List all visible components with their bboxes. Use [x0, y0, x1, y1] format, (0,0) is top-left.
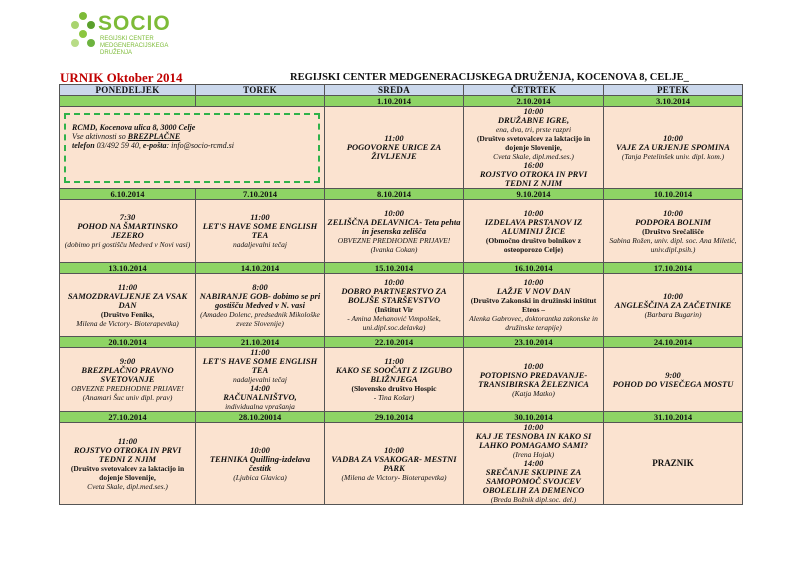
date-cell: 3.10.2014	[604, 96, 743, 107]
activity-cell	[464, 423, 604, 505]
activity-lecturer: (Breda Božnik dipl.soc. del.)	[490, 495, 577, 504]
activity-lecturer: - Tina Košar)	[373, 393, 415, 402]
day-header: PETEK	[604, 85, 743, 96]
activity-note: nadaljevalni tečaj	[233, 375, 287, 384]
activity-title: LAŽJE V NOV DAN	[496, 286, 571, 296]
date-row	[60, 189, 743, 200]
activity-time: 11:00	[117, 435, 138, 446]
activity-time: 10:00	[384, 277, 404, 287]
activity-title: ANGLEŠČINA ZA ZAČETNIKE	[614, 299, 732, 310]
schedule-month-title: URNIK Oktober 2014	[60, 70, 183, 85]
date-cell: 8.10.2014	[325, 189, 464, 200]
activity-time: 10:00	[250, 444, 270, 455]
activity-cell	[604, 348, 743, 412]
activity-lecturer: (Amadeo Dolenc, predsednik Mikološke zveze Slovenije)	[200, 309, 320, 328]
activity-cell	[196, 274, 325, 337]
activity-time: 10:00	[663, 133, 683, 143]
address: RCMD, Kocenova ulica 8, 3000 Celje	[72, 122, 196, 132]
activity-title: VAJE ZA URJENJE SPOMINA	[616, 142, 730, 152]
day-header: SREDA	[325, 85, 464, 96]
activity-title: POHOD NA ŠMARTINSKO JEZERO	[77, 221, 178, 240]
activity-cell	[604, 423, 743, 505]
date-cell: 13.10.2014	[60, 263, 196, 274]
contact-info-box	[64, 113, 320, 183]
activity-row	[60, 423, 743, 505]
activity-time: 10:00	[384, 207, 404, 218]
activity-title: BREZPLAČNO PRAVNO SVETOVANJE	[81, 365, 174, 384]
activity-lecturer: Cveta Skale, dipl.med.ses.)	[87, 481, 168, 491]
activity-time: 14:00	[523, 458, 544, 468]
date-cell: 20.10.2014	[60, 337, 196, 348]
center-title: REGIJSKI CENTER MEDGENERACIJSKEGA DRUŽENJA, KOCENOVA 8, CELJE_	[290, 72, 689, 83]
activity-cell	[325, 423, 464, 505]
day-header: TOREK	[196, 85, 325, 96]
activity-title: DRUŽABNE IGRE,	[497, 115, 570, 125]
day-header-row	[60, 85, 743, 96]
activity-lecturer: Milena de Victory- Bioterapevtka)	[76, 318, 179, 328]
activity-cell	[464, 200, 604, 263]
activity-cell	[464, 274, 604, 337]
activity-title: PODPORA BOLNIM	[635, 216, 711, 227]
activity-title: ZELIŠČNA DELAVNICA- Teta pehta in jesenska zelišča	[327, 216, 461, 236]
activity-lecturer: Sabina Rožen, univ. dipl. soc. Ana Miletić, univ.dipl.psih.)	[609, 235, 737, 254]
activity-title: POTOPISNO PREDAVANJE- TRANSIBIRSKA ŽELEZNICA	[478, 369, 589, 389]
activity-row	[60, 348, 743, 412]
activity-time: 10:00	[523, 207, 544, 218]
activity-time: 9:00	[119, 356, 136, 366]
activity-organizer: (Inštitut Vir	[374, 305, 414, 314]
date-cell: 16.10.2014	[464, 263, 604, 274]
activity-time: 8:00	[252, 281, 268, 292]
logo-subtitle: REGIJSKI CENTER MEDGENERACIJSKEGA DRUŽENJA	[100, 36, 169, 56]
activity-time: 11:00	[117, 281, 138, 292]
date-cell: 30.10.2014	[464, 412, 604, 423]
date-cell: 10.10.2014	[604, 189, 743, 200]
activity-time: 10:00	[663, 207, 683, 218]
activity-title: POHOD DO VISEČEGA MOSTU	[612, 378, 734, 389]
activity-time: 11:00	[384, 133, 404, 143]
activity-lecturer: (Tanja Petelinšek univ. dipl. kom.)	[621, 152, 725, 161]
date-cell: 27.10.2014	[60, 412, 196, 423]
activity-title: SREČANJE SKUPINE ZA SAMOPOMOČ SVOJCEV OBOLELIH ZA DEMENCO	[482, 467, 585, 495]
date-row	[60, 263, 743, 274]
date-cell: 2.10.2014	[464, 96, 604, 107]
date-row	[60, 337, 743, 348]
activity-cell	[60, 274, 196, 337]
activity-cell	[60, 423, 196, 505]
activity-organizer: (Slovensko društvo Hospic	[351, 384, 437, 393]
activity-organizer: (Društvo Srečališče	[642, 226, 704, 236]
activity-time: 11:00	[250, 347, 270, 357]
activity-time: 10:00	[384, 444, 404, 455]
activity-organizer: (Društvo svetovalcev za laktacijo in dojenje Slovenije,	[476, 134, 591, 152]
date-cell	[60, 96, 196, 107]
activity-time: 10:00	[523, 360, 544, 371]
logo	[70, 12, 180, 62]
activity-title: KAKO SE SOOČATI Z IZGUBO BLIŽNJEGA	[335, 365, 453, 384]
activity-organizer: (Društvo svetovalcev za laktacijo in dojenje Slovenije,	[70, 463, 185, 482]
activity-cell	[604, 200, 743, 263]
phone-label: telefon	[72, 140, 95, 150]
date-cell: 28.10.20014	[196, 412, 325, 423]
logo-word: SOCIO	[98, 12, 171, 35]
date-cell: 24.10.2014	[604, 337, 743, 348]
activity-time: 10:00	[663, 290, 683, 301]
activity-organizer: (Društvo Feniks,	[100, 309, 155, 319]
activity-lecturer: - Amina Mehanović Vimpolšek, uni.dipl.soc.delavka)	[347, 314, 441, 332]
activity-lecturer: (Barbara Bugarin)	[644, 309, 702, 319]
date-cell: 23.10.2014	[464, 337, 604, 348]
date-cell: 29.10.2014	[325, 412, 464, 423]
activity-title: KAJ JE TESNOBA IN KAKO SI LAHKO POMAGAMO SAMI?	[475, 431, 592, 450]
activity-time: 16:00	[523, 160, 544, 170]
schedule-table	[59, 84, 743, 505]
activity-cell	[60, 200, 196, 263]
activity-cell	[196, 423, 325, 505]
activity-cell	[325, 274, 464, 337]
free-note: Vse aktivnosti so	[72, 131, 128, 141]
activity-cell	[604, 107, 743, 189]
holiday-label: PRAZNIK	[652, 458, 694, 468]
activity-time: 10:00	[523, 277, 544, 287]
activity-lecturer: (Anamari Šuc univ dipl. prav)	[82, 393, 173, 402]
activity-title: DOBRO PARTNERSTVO ZA BOLJŠE STARŠEVSTVO	[341, 286, 447, 305]
activity-title: SAMOZDRAVLJENJE ZA VSAK DAN	[67, 290, 188, 310]
activity-title: VADBA ZA VSAKOGAR- MESTNI PARK	[331, 453, 457, 473]
activity-cell	[464, 107, 604, 189]
activity-cell	[604, 274, 743, 337]
day-header: ČETRTEK	[464, 85, 604, 96]
activity-title: ROJSTVO OTROKA IN PRVI TEDNI Z NJIM	[73, 444, 182, 464]
activity-note: individualna vprašanja	[225, 402, 295, 411]
activity-note: ena, dva, tri, prste razpri	[495, 125, 572, 134]
activity-cell	[464, 348, 604, 412]
activity-cell	[60, 348, 196, 412]
activity-row	[60, 107, 743, 189]
email-address: : info@socio-rcmd.si	[166, 140, 234, 150]
date-cell: 17.10.2014	[604, 263, 743, 274]
email-label: e-pošta	[142, 140, 167, 150]
activity-note: nadaljevalni tečaj	[233, 240, 287, 249]
date-cell	[196, 96, 325, 107]
activity-cell	[325, 200, 464, 263]
activity-time: 9:00	[665, 369, 681, 380]
activity-lecturer: (Ljubica Glavica)	[233, 472, 287, 482]
date-row	[60, 96, 743, 107]
date-cell: 15.10.2014	[325, 263, 464, 274]
date-cell: 9.10.2014	[464, 189, 604, 200]
activity-row	[60, 274, 743, 337]
activity-time: 11:00	[250, 212, 270, 222]
activity-time: 10:00	[523, 422, 544, 432]
contact-info-cell	[60, 107, 325, 189]
activity-row	[60, 200, 743, 263]
date-cell: 6.10.2014	[60, 189, 196, 200]
phone-number: 03/492 59 40,	[94, 140, 143, 150]
free-label: BREZPLAČNE	[127, 131, 181, 141]
activity-time: 10:00	[523, 106, 544, 116]
activity-note: OBVEZNE PREDHODNE PRIJAVE!	[71, 384, 184, 393]
activity-title: ROJSTVO OTROKA IN PRVI TEDNI Z NJIM	[479, 169, 588, 188]
activity-lecturer: (Katja Matko)	[512, 388, 555, 398]
logo-dots-icon	[70, 12, 96, 54]
activity-title: LET'S HAVE SOME ENGLISH TEA	[202, 356, 318, 375]
activity-cell	[196, 348, 325, 412]
activity-note: OBVEZNE PREDHODNE PRIJAVE!	[337, 235, 451, 245]
activity-lecturer: (Ivanka Cokan)	[370, 244, 418, 254]
activity-title: IZDELAVA PRSTANOV IZ ALUMINIJ ŽICE	[484, 216, 583, 236]
date-cell: 14.10.2014	[196, 263, 325, 274]
date-cell: 22.10.2014	[325, 337, 464, 348]
date-row	[60, 412, 743, 423]
activity-time: 14:00	[250, 383, 270, 393]
day-header: PONEDELJEK	[60, 85, 196, 96]
date-cell: 1.10.2014	[325, 96, 464, 107]
activity-title: LET'S HAVE SOME ENGLISH TEA	[202, 221, 318, 240]
activity-time: 7:30	[119, 212, 136, 222]
activity-title: TEHNIKA Quilling-izdelava čestitk	[209, 453, 311, 473]
activity-organizer: (Društvo Zakonski in družinski inštitut Eteos –	[470, 296, 597, 314]
activity-cell	[325, 107, 464, 189]
activity-time: 11:00	[384, 356, 404, 366]
activity-organizer: (Območno društvo bolnikov z osteoporozo Celje)	[485, 235, 582, 254]
activity-lecturer: Alenka Gabrovec, doktorantka zakonske in družinske terapije)	[469, 314, 598, 332]
activity-cell	[196, 200, 325, 263]
activity-lecturer: (Irena Hojak)	[512, 450, 555, 459]
activity-lecturer: Cveta Skale, dipl.med.ses.)	[493, 152, 574, 161]
activity-cell	[325, 348, 464, 412]
date-cell: 7.10.2014	[196, 189, 325, 200]
activity-title: RAČUNALNIŠTVO,	[223, 392, 297, 402]
activity-title: NABIRANJE GOB- dobimo se pri gostišču Medved v N. vasi	[199, 290, 321, 310]
date-cell: 31.10.2014	[604, 412, 743, 423]
activity-lecturer: (Milena de Victory- Bioterapevtka)	[341, 472, 447, 482]
date-cell: 21.10.2014	[196, 337, 325, 348]
activity-lecturer: (dobimo pri gostišču Medved v Novi vasi)	[64, 240, 191, 249]
activity-title: POGOVORNE URICE ZA ŽIVLJENJE	[346, 142, 442, 161]
